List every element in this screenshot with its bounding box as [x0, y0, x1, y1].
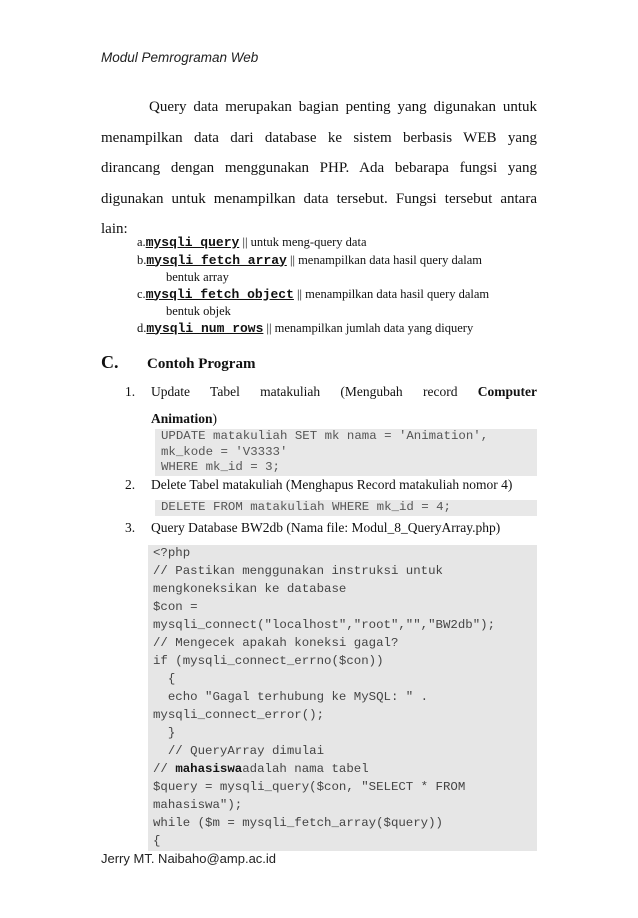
- code-line: $con =: [148, 599, 537, 617]
- code-line: if (mysqli_connect_errno($con)): [148, 653, 537, 671]
- function-name: mysqli_num_rows: [146, 320, 264, 336]
- code-line: $query = mysqli_query($con, "SELECT * FROM: [148, 779, 537, 797]
- section-heading: C. Contoh Program: [101, 352, 256, 372]
- code-line: echo "Gagal terhubung ke MySQL: " .: [148, 689, 537, 707]
- code-line: // QueryArray dimulai: [148, 743, 537, 761]
- function-name: mysqli_query: [145, 235, 240, 250]
- code-line: {: [148, 671, 537, 689]
- function-name: mysqli_fetch_object: [145, 286, 294, 302]
- function-name: mysqli_fetch_array: [146, 252, 287, 268]
- code-line-comment: // mahasiswaadalah nama tabel: [148, 761, 537, 779]
- example-item-3: 3. Query Database BW2db (Nama file: Modul_8_QueryArray.php): [125, 520, 501, 535]
- page-header: Modul Pemrograman Web: [101, 50, 259, 65]
- intro-paragraph: [101, 92, 537, 245]
- record-name-part1: Computer: [477, 384, 537, 399]
- code-line: mysqli_connect_error();: [148, 707, 537, 725]
- code-line: // Pastikan menggunakan instruksi untuk: [148, 563, 537, 581]
- code-line: <?php: [148, 545, 537, 563]
- code-line: }: [148, 725, 537, 743]
- function-list: [137, 234, 538, 337]
- code-line: // Mengecek apakah koneksi gagal?: [148, 635, 537, 653]
- example-item-2: 2. Delete Tabel matakuliah (Menghapus Record matakuliah nomor 4): [125, 477, 513, 492]
- list-item: d.mysqli_num_rows || menampilkan jumlah data yang diquery: [137, 320, 474, 336]
- list-item: a.mysqli_query || untuk meng-query data: [137, 235, 367, 250]
- page-footer: Jerry MT. Naibaho@amp.ac.id: [101, 851, 277, 866]
- php-code-block: [148, 545, 537, 851]
- code-line: mengkoneksikan ke database: [148, 581, 537, 599]
- code-line: {: [148, 833, 537, 851]
- code-block-update: UPDATE matakuliah SET mk nama = 'Animation', mk_kode = 'V3333' WHERE mk_id = 3;: [155, 429, 537, 476]
- code-line: while ($m = mysqli_fetch_array($query)): [148, 815, 537, 833]
- code-line: mahasiswa");: [148, 797, 537, 815]
- code-block-delete: DELETE FROM matakuliah WHERE mk_id = 4;: [155, 500, 537, 516]
- example-item-1: 1. Update Tabel matakuliah (Mengubah record Computer Animation): [125, 384, 537, 426]
- record-name-part2: Animation: [151, 411, 213, 426]
- list-item: b.mysqli_fetch_array || menampilkan data hasil query dalam bentuk array: [137, 252, 483, 284]
- code-line: mysqli_connect("localhost","root","","BW2db");: [148, 617, 537, 635]
- list-item: c.mysqli_fetch_object || menampilkan data hasil query dalam bentuk objek: [137, 286, 490, 318]
- intro-text: Query data merupakan bagian penting yang digunakan untuk menampilkan data dari database ke sistem berbasis WEB yang dirancang dengan menggunakan PHP. Ada bebarapa fungsi yang digunakan untuk menampilkan data tersebut. Fungsi tersebut antara lain:: [101, 99, 537, 237]
